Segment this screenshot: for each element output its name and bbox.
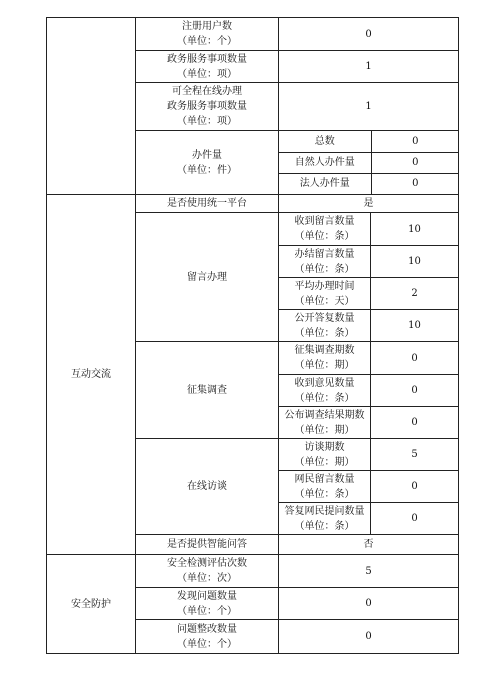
sub-value: 0 bbox=[371, 131, 459, 152]
sub-label: 答复网民提问数量 （单位：条） bbox=[279, 503, 371, 535]
table-row bbox=[279, 152, 459, 173]
row-value: 5 bbox=[279, 555, 459, 588]
sub-value: 5 bbox=[371, 439, 459, 471]
row-label: 问题整改数量 （单位：个） bbox=[136, 620, 279, 654]
sub-label: 总数 bbox=[279, 131, 371, 152]
sub-value: 10 bbox=[371, 310, 459, 342]
group-label: 留言办理 bbox=[136, 213, 279, 342]
sub-label: 平均办理时间 （单位：天） bbox=[279, 278, 371, 310]
row-label: 发现问题数量 （单位：个） bbox=[136, 588, 279, 620]
sub-value: 10 bbox=[371, 246, 459, 278]
row-value: 是 bbox=[279, 195, 459, 213]
sub-label: 收到意见数量 （单位：条） bbox=[279, 375, 371, 407]
row-label: 安全检测评估次数 （单位：次） bbox=[136, 555, 279, 588]
table-row bbox=[47, 18, 459, 51]
table-row bbox=[279, 131, 459, 152]
sub-label: 征集调查期数 （单位：期） bbox=[279, 342, 371, 375]
sub-label: 公开答复数量 （单位：条） bbox=[279, 310, 371, 342]
table-row bbox=[279, 173, 459, 194]
sub-value: 0 bbox=[371, 503, 459, 535]
row-label: 政务服务事项数量 （单位：项） bbox=[136, 51, 279, 83]
row-value: 0 bbox=[279, 18, 459, 51]
sub-value: 10 bbox=[371, 213, 459, 246]
cases-subtable-cell bbox=[279, 131, 459, 195]
cases-subtable bbox=[279, 131, 459, 194]
row-label: 注册用户数 （单位：个） bbox=[136, 18, 279, 51]
section-cell-empty bbox=[47, 18, 136, 195]
table-row bbox=[47, 555, 459, 588]
sub-value: 0 bbox=[371, 471, 459, 503]
sub-value: 0 bbox=[371, 173, 459, 194]
sub-value: 2 bbox=[371, 278, 459, 310]
sub-label: 公布调查结果期数 （单位：期） bbox=[279, 407, 371, 439]
row-label: 是否提供智能问答 bbox=[136, 535, 279, 555]
row-value: 否 bbox=[279, 535, 459, 555]
row-value: 1 bbox=[279, 83, 459, 131]
row-value: 1 bbox=[279, 51, 459, 83]
sub-label: 办结留言数量 （单位：条） bbox=[279, 246, 371, 278]
sub-label: 法人办件量 bbox=[279, 173, 371, 194]
statistics-table bbox=[46, 17, 459, 654]
row-value: 0 bbox=[279, 588, 459, 620]
sub-label: 网民留言数量 （单位：条） bbox=[279, 471, 371, 503]
group-label: 征集调查 bbox=[136, 342, 279, 439]
sub-label: 自然人办件量 bbox=[279, 152, 371, 173]
sub-value: 0 bbox=[371, 152, 459, 173]
group-label: 在线访谈 bbox=[136, 439, 279, 535]
section-label-interaction: 互动交流 bbox=[47, 195, 136, 555]
table-row bbox=[47, 195, 459, 213]
sub-value: 0 bbox=[371, 342, 459, 375]
section-label-security: 安全防护 bbox=[47, 555, 136, 654]
sub-label: 访谈期数 （单位：期） bbox=[279, 439, 371, 471]
sub-value: 0 bbox=[371, 407, 459, 439]
row-label: 办件量 （单位：件） bbox=[136, 131, 279, 195]
sub-value: 0 bbox=[371, 375, 459, 407]
row-label: 可全程在线办理 政务服务事项数量 （单位：项） bbox=[136, 83, 279, 131]
row-value: 0 bbox=[279, 620, 459, 654]
row-label: 是否使用统一平台 bbox=[136, 195, 279, 213]
sub-label: 收到留言数量 （单位：条） bbox=[279, 213, 371, 246]
